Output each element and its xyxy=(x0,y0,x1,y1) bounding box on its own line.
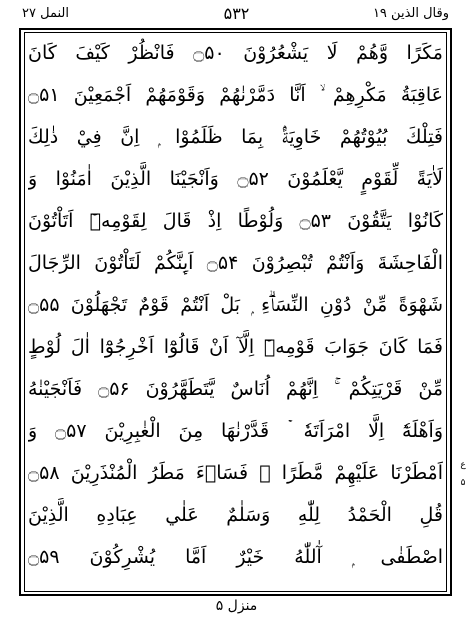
ruku-marker: ع xyxy=(460,460,466,470)
text-line-11: اَمْطَرْنَا عَلَيْهِمْ مَّطَرًا ۚ فَسَاۗءَ مَطَرُ الْمُنْذَرِيْنَ ۝۵۸ xyxy=(28,462,443,484)
manzil-footer: منزل ۵ xyxy=(215,598,258,614)
text-line-2: عَاقِبَةُ مَكْرِهِمْ ۙ اَنَّا دَمَّرْنٰهُمْ وَقَوْمَهُمْ اَجْمَعِيْنَ ۝۵۱ xyxy=(28,84,443,106)
text-line-10: وَاَهْلَهٗٓ اِلَّا امْرَاَتَهٗ ۡ قَدَّرْنٰهَا مِنَ الْغٰبِرِيْنَ ۝۵۷ وَ xyxy=(28,420,443,442)
text-line-8: فَمَا كَانَ جَوَابَ قَوْمِهٖٓ اِلَّآ اَنْ قَالُوْٓا اَخْرِجُوْٓا اٰلَ لُوْطٍ xyxy=(28,336,443,358)
page-number: ۵۳۲ xyxy=(223,4,250,23)
text-line-12: قُلِ الْحَمْدُ لِلّٰهِ وَسَلٰمٌ عَلٰي عِبَادِهِ الَّذِيْنَ xyxy=(28,504,443,526)
ruku-number: ۵ xyxy=(460,478,466,488)
page-header xyxy=(0,2,473,28)
text-line-3: فَتِلْكَ بُيُوْتُهُمْ خَاوِيَةًۢ بِمَا ظَلَمُوْا ۭ اِنَّ فِيْ ذٰلِكَ xyxy=(28,126,443,148)
surah-name: النمل ۲۷ xyxy=(22,6,69,21)
text-line-6: الْفَاحِشَةَ وَاَنْتُمْ تُبْصِرُوْنَ ۝۵۴ اَىِٕنَّكُمْ لَتَاْتُوْنَ الرِّجَالَ xyxy=(28,252,443,274)
juz-name: وقال الذين ۱۹ xyxy=(372,6,449,21)
text-line-1: مَكَرًا وَّهُمْ لَا يَشْعُرُوْنَ ۝۵۰ فَانْظُرْ كَيْفَ كَانَ xyxy=(28,42,443,64)
text-block xyxy=(28,36,443,588)
text-line-7: شَهْوَةً مِّنْ دُوْنِ النِّسَاۗءِ ۭ بَلْ اَنْتُمْ قَوْمٌ تَجْهَلُوْنَ ۝۵۵ xyxy=(28,294,443,316)
text-line-5: كَانُوْا يَتَّقُوْنَ ۝۵۳ وَلُوْطًا اِذْ قَالَ لِقَوْمِهٖٓ اَتَاْتُوْنَ xyxy=(28,210,443,232)
text-line-9: مِّنْ قَرْيَتِكُمْ ۚ اِنَّهُمْ اُنَاسٌ يَّتَطَهَّرُوْنَ ۝۵۶ فَاَنْجَيْنٰهُ xyxy=(28,378,443,400)
text-line-4: لَاٰيَةً لِّقَوْمٍ يَّعْلَمُوْنَ ۝۵۲ وَاَنْجَيْنَا الَّذِيْنَ اٰمَنُوْا وَ xyxy=(28,168,443,190)
text-line-13: اصْطَفٰى ۭ آٰللّٰهُ خَيْرٌ اَمَّا يُشْرِكُوْنَ ۝۵۹ xyxy=(28,546,443,568)
